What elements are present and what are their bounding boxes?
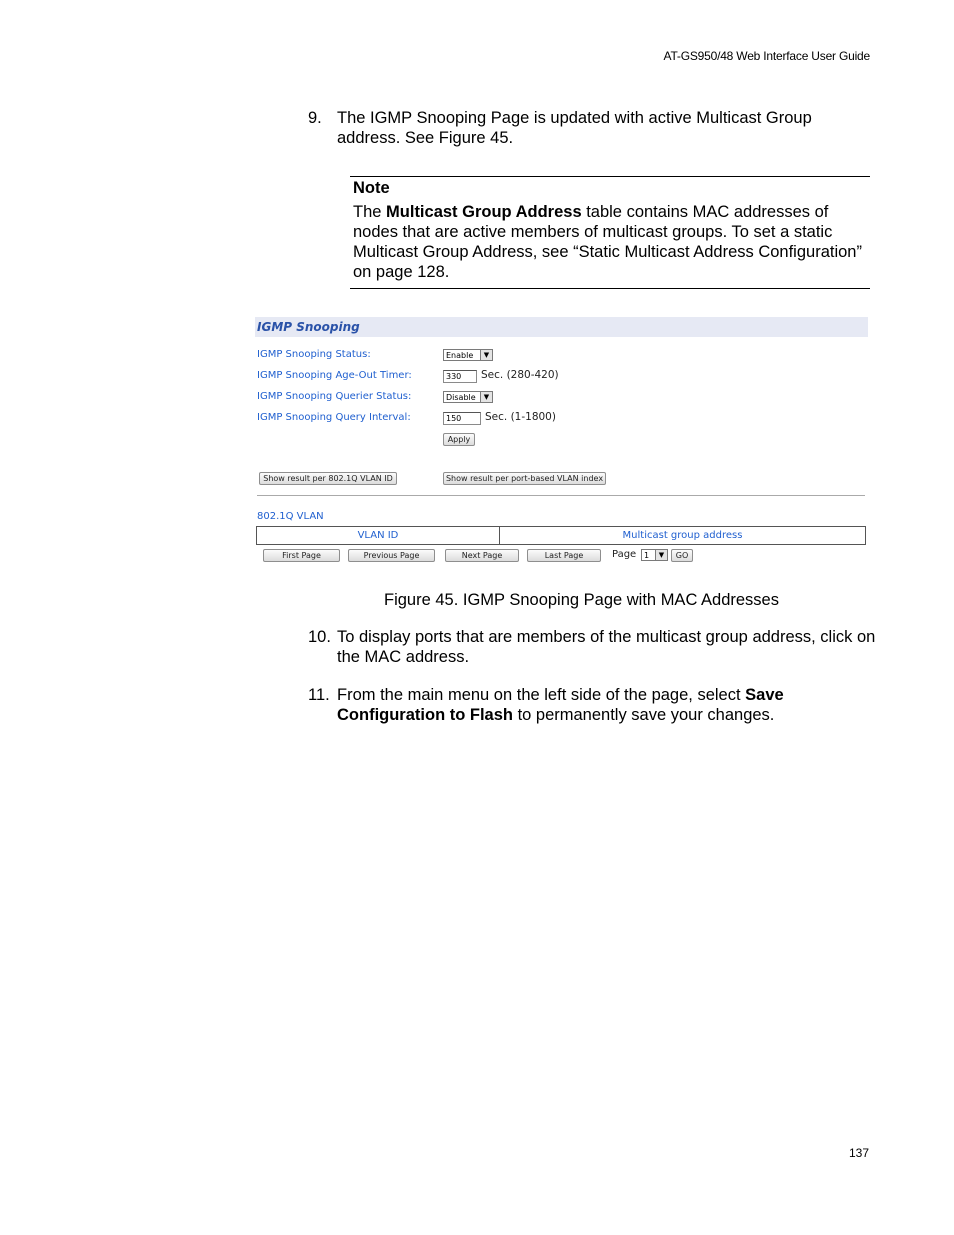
step-text: The IGMP Snooping Page is updated with active Multicast Group address. See Figure 45. <box>337 109 812 147</box>
table-header-multicast: Multicast group address <box>622 530 743 541</box>
chevron-down-icon: ▼ <box>655 550 667 560</box>
figure-caption: Figure 45. IGMP Snooping Page with MAC Addresses <box>384 591 779 609</box>
running-header: AT-GS950/48 Web Interface User Guide <box>663 49 870 63</box>
menu-item-name: Save Configuration to Flash <box>337 686 784 724</box>
interval-input[interactable]: 150 <box>443 412 481 425</box>
step-text: To display ports that are members of the multicast group address, click on the MAC address. <box>337 628 876 666</box>
chevron-down-icon: ▼ <box>480 392 492 402</box>
step-text: From the main menu on the left side of the page, select Save Configuration to Flash to permanently save your changes. <box>337 686 784 724</box>
note-title: Note <box>353 179 390 197</box>
note-bold-term: Multicast Group Address <box>386 203 582 221</box>
previous-page-button[interactable]: Previous Page <box>348 549 435 562</box>
vlan-section-label: 802.1Q VLAN <box>257 511 324 522</box>
page-number: 137 <box>848 1146 869 1160</box>
note-body: The Multicast Group Address table contains MAC addresses of nodes that are active members of multicast groups. To set a static Multicast Group Address, see “Static Multicast Address Configuration” on page 128. <box>353 203 862 281</box>
multicast-table <box>256 526 866 545</box>
last-page-button[interactable]: Last Page <box>527 549 601 562</box>
table-header-vlan-id: VLAN ID <box>257 527 500 544</box>
page-label: Page <box>612 549 637 560</box>
step-number: 10. <box>308 628 331 646</box>
querier-label: IGMP Snooping Querier Status: <box>257 391 412 402</box>
step-number: 9. <box>308 109 322 127</box>
status-label: IGMP Snooping Status: <box>257 349 371 360</box>
show-8021q-button[interactable]: Show result per 802.1Q VLAN ID <box>259 472 397 485</box>
igmp-snooping-title: IGMP Snooping <box>255 317 868 337</box>
page-select[interactable]: 1 ▼ <box>641 549 668 561</box>
status-select[interactable]: Enable ▼ <box>443 349 493 361</box>
go-button[interactable]: GO <box>671 549 693 562</box>
first-page-button[interactable]: First Page <box>263 549 340 562</box>
step-number: 11. <box>308 686 330 704</box>
chevron-down-icon: ▼ <box>480 350 492 360</box>
querier-select[interactable]: Disable ▼ <box>443 391 493 403</box>
note-bottom-rule <box>350 288 870 289</box>
ageout-input[interactable]: 330 <box>443 370 477 383</box>
ageout-unit: Sec. (280-420) <box>481 369 559 381</box>
interval-label: IGMP Snooping Query Interval: <box>257 412 411 423</box>
next-page-button[interactable]: Next Page <box>445 549 519 562</box>
ageout-label: IGMP Snooping Age-Out Timer: <box>257 370 412 381</box>
interval-unit: Sec. (1-1800) <box>485 411 556 423</box>
show-port-vlan-button[interactable]: Show result per port-based VLAN index <box>443 472 606 485</box>
apply-button[interactable]: Apply <box>443 433 475 446</box>
section-divider <box>257 495 865 496</box>
igmp-snooping-screenshot <box>255 315 868 570</box>
note-top-rule <box>350 176 870 177</box>
